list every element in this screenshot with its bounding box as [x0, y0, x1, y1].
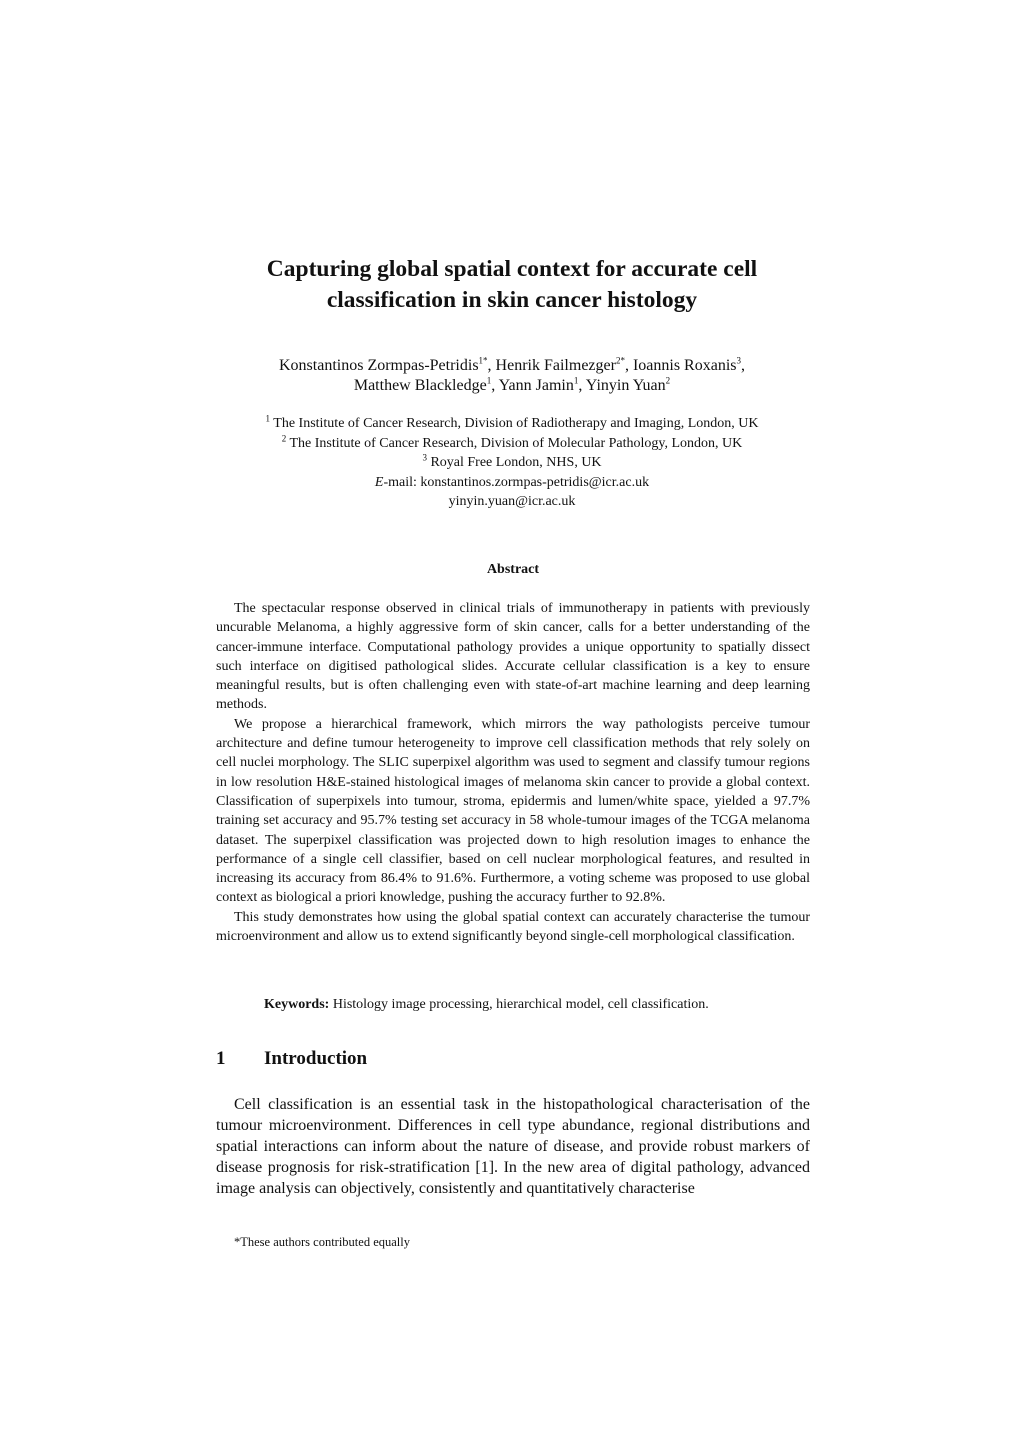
- email-address-2[interactable]: yinyin.yuan@icr.ac.uk: [448, 494, 576, 509]
- keywords: [216, 997, 810, 1013]
- author-blackledge-sup: 1: [486, 375, 492, 386]
- author-roxanis: , Ioannis Roxanis: [624, 357, 737, 374]
- title-line-1: Capturing global spatial context for accurate cell: [266, 256, 758, 282]
- author-line-2: [150, 376, 874, 396]
- author-line-1: [150, 356, 874, 376]
- abstract-body: [216, 599, 810, 946]
- keywords-text: Histology image processing, hierarchical model, cell classification.: [329, 997, 709, 1012]
- footnote: *These authors contributed equally: [234, 1235, 410, 1249]
- affiliation-1-text: The Institute of Cancer Research, Division of Radiotherapy and Imaging, London, UK: [270, 416, 759, 431]
- introduction-body: [216, 1094, 810, 1199]
- affiliation-2-sup: 2: [281, 432, 287, 443]
- affiliation-2-text: The Institute of Cancer Research, Division of Molecular Pathology, London, UK: [286, 435, 743, 451]
- title-line-2: classification in skin cancer histology: [326, 287, 698, 313]
- abstract-paragraph-2: We propose a hierarchical framework, which mirrors the way pathologists perceive tumour architecture and define tumour heterogeneity to improve cell classification methods that rely solely on cell nuclei morphology. The SLIC superpixel algorithm was used to segment and classify tumour regions in low resolution H&E-stained histological images of melanoma skin cancer to provide a global context. Classification of superpixels into tumour, stroma, epidermis and lumen/white space, yielded a 97.7% training set accuracy and 95.7% testing set accuracy in 58 whole-tumour images of the TCGA melanoma dataset. The superpixel classification was projected down to high resolution images to enhance the performance of a single cell classifier, based on cell nuclear morphological features, and resulted in increasing its accuracy from 86.4% to 91.6%. Furthermore, a voting scheme was proposed to use global context as biological a priori knowledge, pushing the accuracy further to 92.8%.: [216, 716, 810, 906]
- abstract-paragraph-3: This study demonstrates how using the global spatial context can accurately characterise the tumour microenvironment and allow us to extend significantly beyond single-cell morphological classification.: [216, 909, 810, 945]
- section-title: Introduction: [264, 1048, 368, 1069]
- keywords-label: Keywords:: [264, 997, 330, 1012]
- email-label-rest: -mail:: [383, 474, 421, 490]
- author-roxanis-sup: 3: [736, 355, 741, 366]
- email-label: [375, 475, 421, 490]
- author-failmezger: , Henrik Failmezger: [487, 357, 616, 374]
- author-blackledge: Matthew Blackledge: [353, 377, 487, 394]
- email-row: [150, 473, 874, 493]
- author-jamin-sup: 1: [573, 375, 579, 386]
- affiliation-2: [150, 434, 874, 454]
- section-number: 1: [216, 1048, 226, 1069]
- author-line-1-tail: ,: [741, 357, 745, 374]
- author-failmezger-sup: 2*: [615, 355, 625, 366]
- author-list: [150, 356, 874, 396]
- author-yuan: , Yinyin Yuan: [578, 377, 666, 394]
- affiliation-3-sup: 3: [422, 452, 427, 463]
- email-address-1[interactable]: konstantinos.zormpas-petridis@icr.ac.uk: [420, 474, 650, 490]
- affiliation-1: [150, 414, 874, 434]
- author-yuan-sup: 2: [665, 375, 671, 386]
- affiliations: [150, 414, 874, 512]
- section-heading-introduction: [216, 1048, 367, 1070]
- affiliation-3: [150, 453, 874, 473]
- introduction-paragraph-1: Cell classification is an essential task in the histopathological characterisation of the tumour microenvironment. Differences in cell type abundance, regional distributions and spatial interactions can inform about the nature of disease, and provide robust markers of disease prognosis for risk-stratification [1]. In the new area of digital pathology, advanced image analysis can objectively, consistently and quantitatively characterise: [216, 1096, 810, 1197]
- author-zormpas: Konstantinos Zormpas-Petridis: [279, 357, 479, 374]
- author-zormpas-sup: 1*: [478, 355, 488, 366]
- affiliation-3-text: Royal Free London, NHS, UK: [426, 455, 602, 470]
- email-label-italic: E: [374, 474, 384, 490]
- paper-title: [150, 254, 874, 316]
- abstract-paragraph-1: The spectacular response observed in clinical trials of immunotherapy in patients with previously uncurable Melanoma, a highly aggressive form of skin cancer, calls for a better understanding of the cancer-immune interface. Computational pathology provides a unique opportunity to spatially dissect such interface on digitised pathological slides. Accurate cellular classification is a key to ensure meaningful results, but is often challenging even with state-of-art machine learning and deep learning methods.: [216, 601, 810, 713]
- abstract-heading: Abstract: [486, 562, 540, 577]
- affiliation-1-sup: 1: [265, 413, 271, 424]
- author-jamin: , Yann Jamin: [491, 377, 574, 394]
